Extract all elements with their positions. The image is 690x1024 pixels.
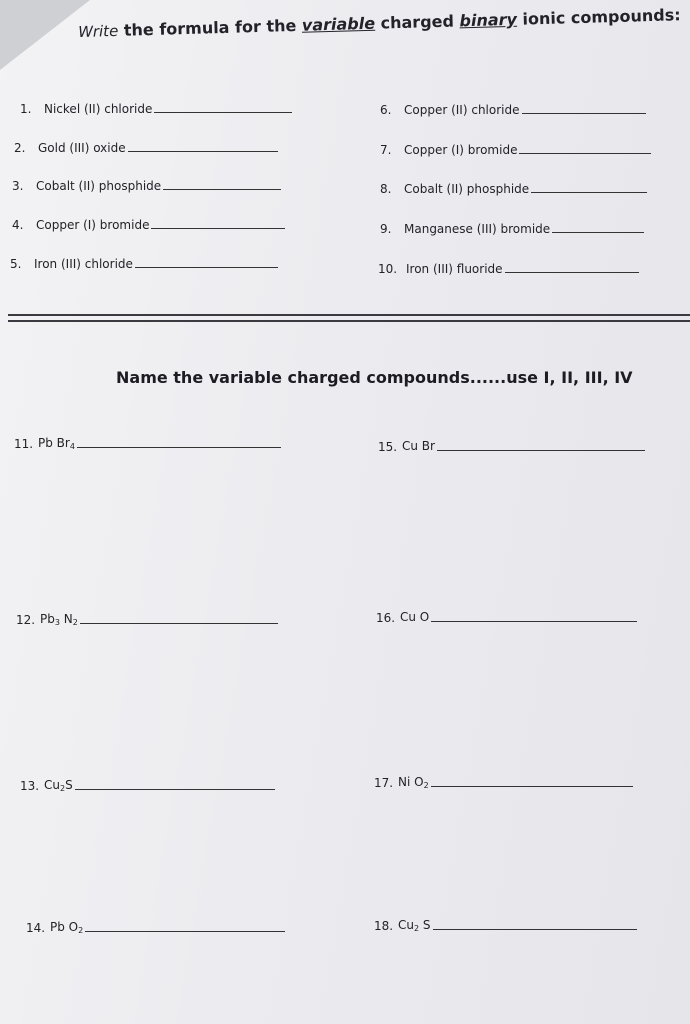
question-13	[20, 778, 275, 793]
question-number: 8.	[380, 182, 392, 196]
section-divider-top	[8, 314, 690, 316]
section-heading: Name the variable charged compounds......use I, II, III, IV	[116, 368, 633, 387]
title-charged: charged	[380, 11, 455, 33]
answer-line[interactable]	[505, 271, 639, 273]
question-8	[380, 182, 647, 196]
question-11	[14, 436, 281, 451]
question-text: Iron (III) fluoride	[406, 262, 503, 276]
answer-line[interactable]	[519, 152, 651, 154]
question-number: 5.	[10, 257, 22, 271]
question-number: 12.	[16, 613, 36, 627]
formula-text: Cu O	[400, 610, 430, 624]
title-binary: binary	[459, 9, 518, 31]
formula-text: $Cu_2$ S	[398, 918, 431, 933]
question-number: 14.	[26, 921, 46, 935]
question-text: Manganese (III) bromide	[404, 222, 551, 236]
question-text: Cobalt (II) phosphide	[404, 182, 530, 196]
question-number: 7.	[380, 143, 392, 157]
answer-line[interactable]	[154, 111, 292, 113]
answer-line[interactable]	[163, 188, 281, 190]
question-15	[378, 439, 645, 454]
question-text: Copper (II) chloride	[404, 103, 520, 117]
answer-line[interactable]	[522, 112, 646, 114]
answer-line[interactable]	[85, 930, 285, 932]
worksheet-title	[78, 5, 679, 62]
answer-line[interactable]	[77, 446, 281, 448]
answer-line[interactable]	[151, 227, 285, 229]
question-text: Iron (III) chloride	[34, 257, 133, 271]
question-7	[380, 143, 651, 157]
question-18	[374, 918, 637, 933]
question-9	[380, 222, 644, 236]
question-16	[376, 610, 637, 625]
question-number: 18.	[374, 919, 394, 933]
answer-line[interactable]	[433, 928, 637, 930]
question-number: 9.	[380, 222, 392, 236]
question-number: 1.	[20, 102, 32, 116]
question-text: Nickel (II) chloride	[44, 102, 153, 116]
formula-text: $Pb_3$ $N_2$	[40, 612, 78, 627]
question-number: 6.	[380, 103, 392, 117]
question-number: 11.	[14, 437, 34, 451]
answer-line[interactable]	[80, 622, 278, 624]
answer-line[interactable]	[437, 449, 645, 451]
question-2	[14, 141, 278, 155]
formula-text: $Cu_2S$	[44, 778, 73, 793]
title-variable: variable	[301, 13, 376, 35]
formula-text: Ni $O_2$	[398, 775, 429, 790]
formula-text: Cu Br	[402, 439, 435, 453]
question-text: Copper (I) bromide	[404, 143, 518, 157]
question-5	[10, 257, 278, 271]
question-text: Copper (I) bromide	[36, 218, 150, 232]
question-3	[12, 179, 281, 193]
question-10	[378, 262, 639, 276]
question-14	[26, 920, 285, 935]
answer-line[interactable]	[431, 785, 633, 787]
section-divider-bottom	[8, 320, 690, 322]
question-17	[374, 775, 633, 790]
question-text: Gold (III) oxide	[38, 141, 126, 155]
formula-text: Pb $O_2$	[50, 920, 84, 935]
answer-line[interactable]	[128, 150, 278, 152]
question-number: 3.	[12, 179, 24, 193]
question-12	[16, 612, 278, 627]
question-number: 2.	[14, 141, 26, 155]
question-number: 16.	[376, 611, 396, 625]
answer-line[interactable]	[135, 266, 278, 268]
question-4	[12, 218, 285, 232]
answer-line[interactable]	[431, 620, 637, 622]
formula-text: Pb $Br_4$	[38, 436, 75, 451]
question-text: Cobalt (II) phosphide	[36, 179, 162, 193]
question-number: 15.	[378, 440, 398, 454]
answer-line[interactable]	[531, 191, 647, 193]
question-1	[20, 102, 292, 116]
question-number: 13.	[20, 779, 40, 793]
question-6	[380, 103, 646, 117]
question-number: 4.	[12, 218, 24, 232]
page-corner-shadow	[0, 0, 90, 70]
title-write: Write	[78, 21, 119, 41]
title-formula: the formula for the	[123, 15, 297, 40]
title-ionic: ionic compounds:	[522, 5, 681, 29]
question-number: 10.	[378, 262, 398, 276]
answer-line[interactable]	[552, 231, 644, 233]
answer-line[interactable]	[75, 788, 275, 790]
question-number: 17.	[374, 776, 394, 790]
